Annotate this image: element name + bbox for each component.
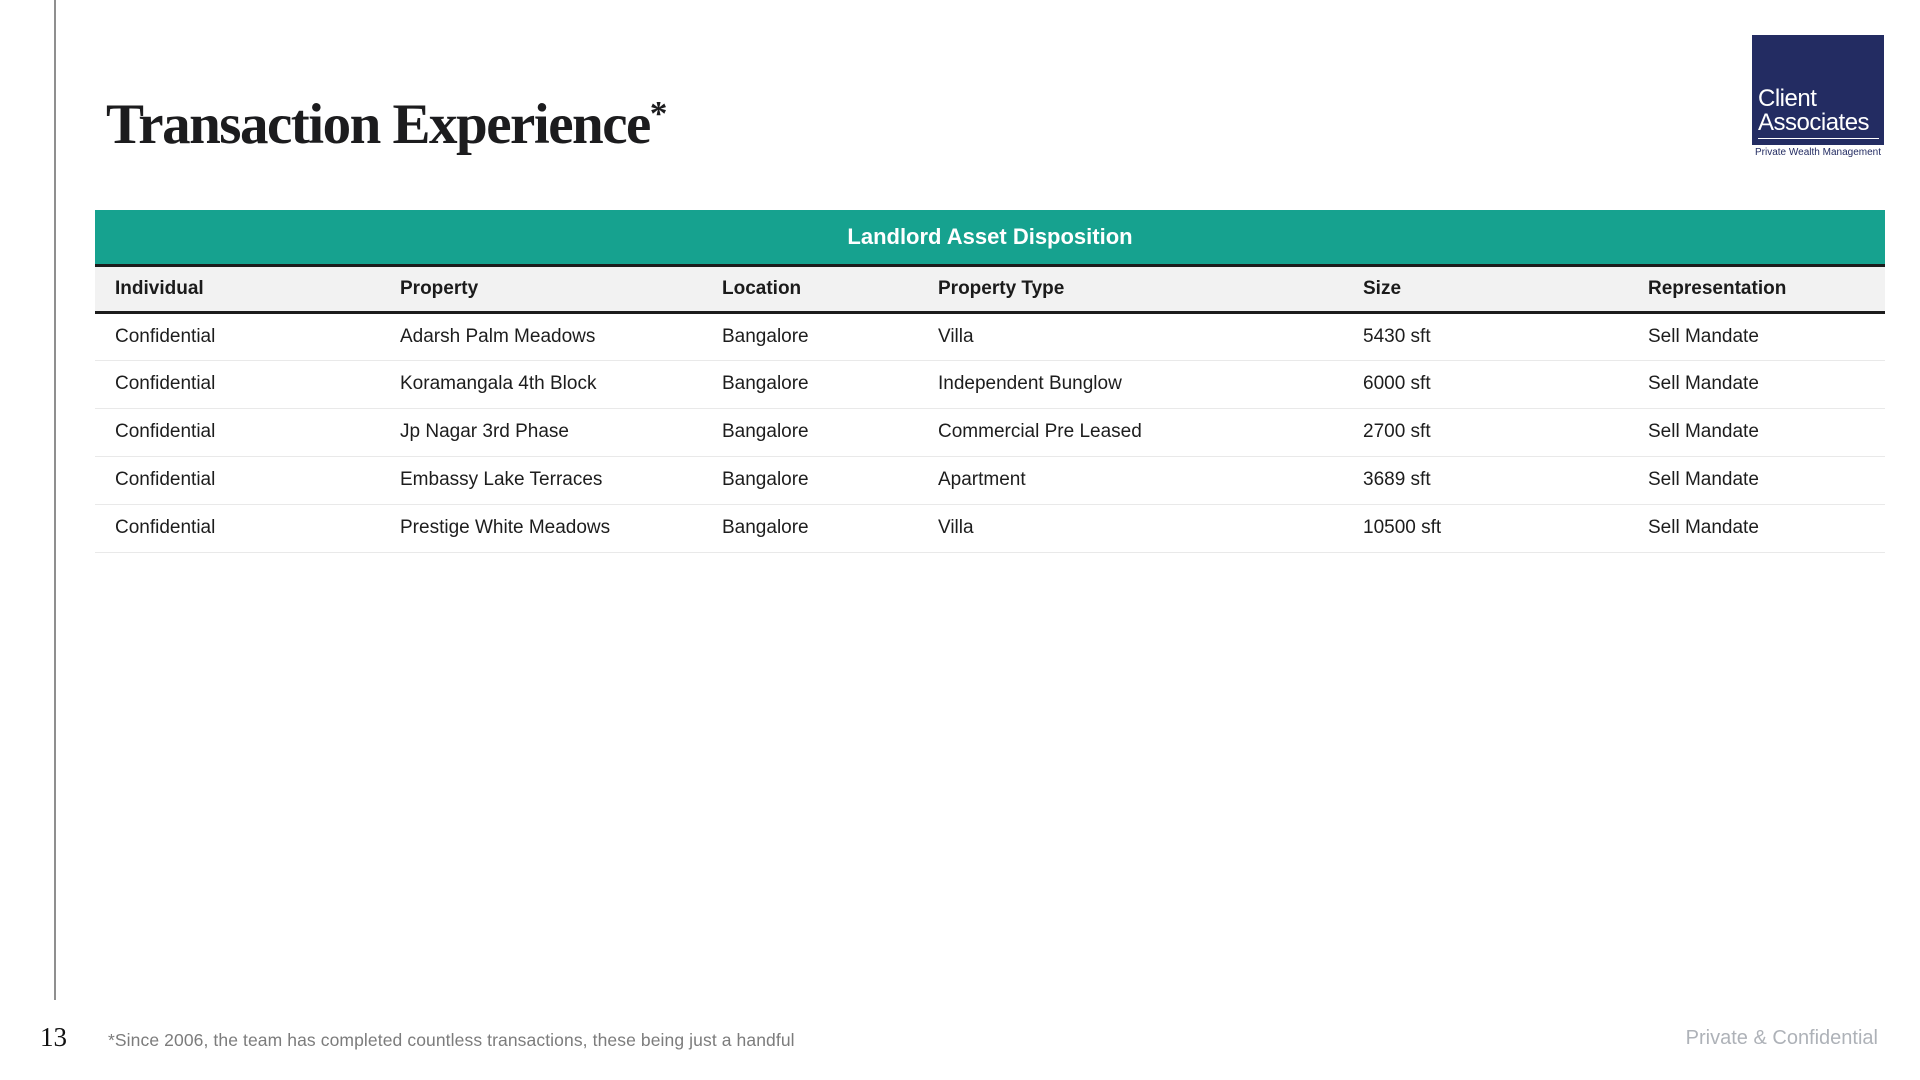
page-number: 13 (40, 1022, 67, 1052)
table-cell: Bangalore (702, 456, 918, 504)
column-header: Individual (95, 267, 380, 312)
table-cell: Embassy Lake Terraces (380, 456, 702, 504)
table-cell: Sell Mandate (1628, 456, 1885, 504)
logo-tagline: Private Wealth Management (1755, 147, 1881, 158)
table-cell: 10500 sft (1343, 504, 1628, 552)
column-header-row (95, 267, 1885, 312)
table-cell: Sell Mandate (1628, 312, 1885, 360)
table-cell: Confidential (95, 504, 380, 552)
column-header: Location (702, 267, 918, 312)
page-title-asterisk: * (649, 94, 668, 133)
client-associates-logo (1752, 35, 1884, 145)
table-cell: Confidential (95, 456, 380, 504)
table-cell: Prestige White Meadows (380, 504, 702, 552)
transaction-table-section (95, 210, 1885, 553)
table-cell: Villa (918, 504, 1343, 552)
table-cell: Sell Mandate (1628, 504, 1885, 552)
logo-line1: Client (1758, 85, 1817, 112)
table-cell: Apartment (918, 456, 1343, 504)
table-title-bar (95, 210, 1885, 267)
table-cell: Jp Nagar 3rd Phase (380, 408, 702, 456)
table-cell: Koramangala 4th Block (380, 360, 702, 408)
transaction-table (95, 267, 1885, 553)
table-row (95, 360, 1885, 408)
left-accent-line (54, 0, 56, 1000)
table-cell: 3689 sft (1343, 456, 1628, 504)
table-cell: Confidential (95, 360, 380, 408)
table-cell: Villa (918, 312, 1343, 360)
column-header: Representation (1628, 267, 1885, 312)
table-cell: Adarsh Palm Meadows (380, 312, 702, 360)
footnote: *Since 2006, the team has completed countless transactions, these being just a handful (108, 1030, 795, 1050)
table-row (95, 312, 1885, 360)
table-cell: Sell Mandate (1628, 408, 1885, 456)
column-header: Size (1343, 267, 1628, 312)
logo-line2: Associates (1758, 111, 1879, 139)
table-row (95, 456, 1885, 504)
table-cell: Independent Bunglow (918, 360, 1343, 408)
table-cell: Bangalore (702, 408, 918, 456)
table-cell: Bangalore (702, 360, 918, 408)
table-row (95, 504, 1885, 552)
table-cell: 6000 sft (1343, 360, 1628, 408)
table-cell: Confidential (95, 408, 380, 456)
confidential-label: Private & Confidential (1685, 1027, 1878, 1049)
column-header: Property (380, 267, 702, 312)
table-cell: Sell Mandate (1628, 360, 1885, 408)
table-title: Landlord Asset Disposition (847, 224, 1133, 249)
page-title-text: Transaction Experience (106, 93, 650, 156)
table-cell: Confidential (95, 312, 380, 360)
table-cell: Bangalore (702, 312, 918, 360)
page-title (106, 92, 667, 157)
table-cell: 5430 sft (1343, 312, 1628, 360)
table-cell: Bangalore (702, 504, 918, 552)
column-header: Property Type (918, 267, 1343, 312)
table-row (95, 408, 1885, 456)
table-cell: 2700 sft (1343, 408, 1628, 456)
table-cell: Commercial Pre Leased (918, 408, 1343, 456)
